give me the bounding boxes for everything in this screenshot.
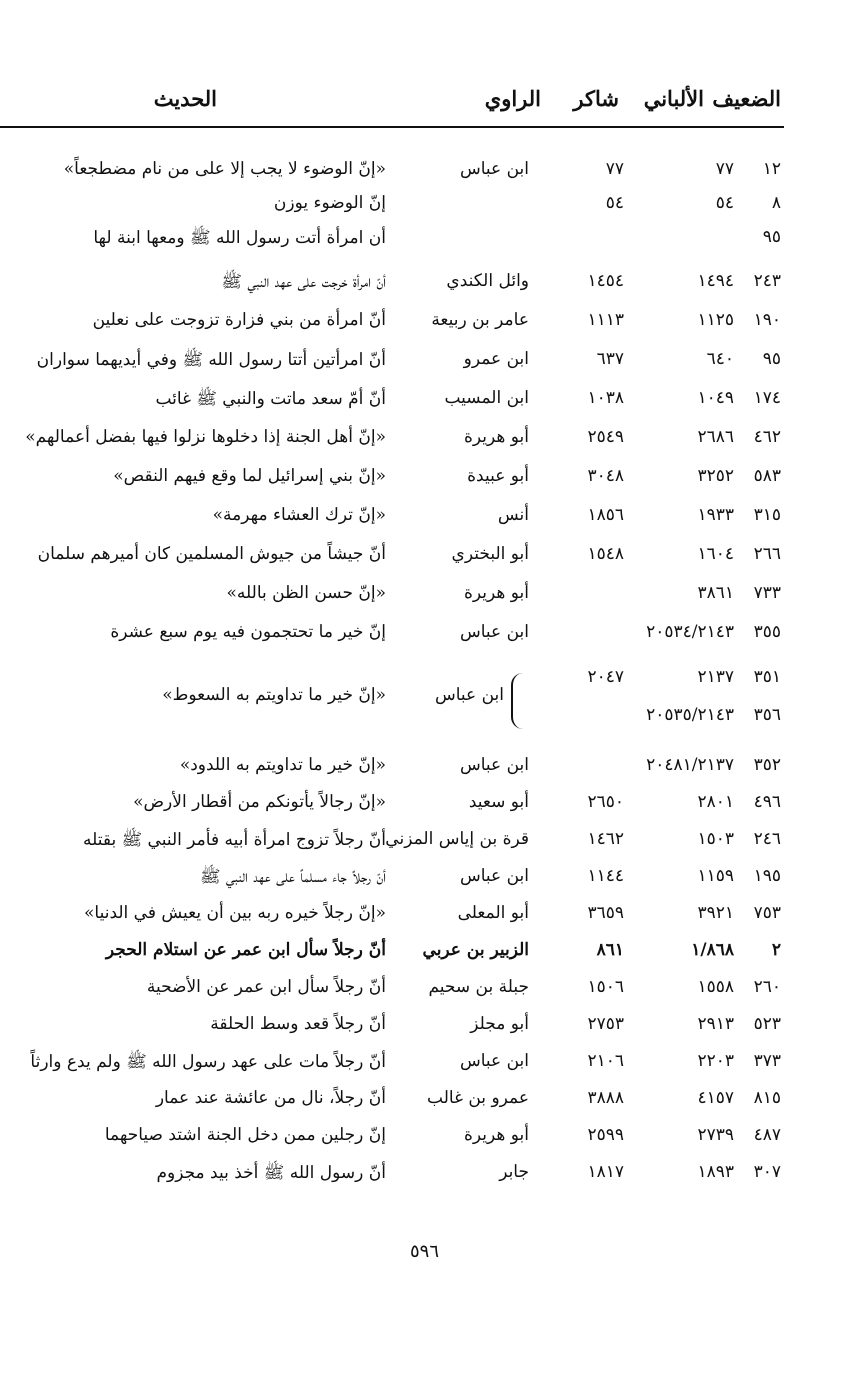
cell-daif: ٣٥٢ (753, 755, 781, 775)
cell-hadith: أنّ امرأة من بني فزارة تزوجت على نعلين (92, 310, 386, 330)
cell-daif: ٢٦٦ (753, 544, 781, 564)
cell-rawi: أبو عبيدة (467, 466, 529, 486)
cell-hadith: إنّ الوضوء يوزن (273, 193, 386, 213)
cell-shakir: ١٠٣٨ (587, 388, 624, 408)
table-row (0, 223, 849, 257)
cell-rawi: ابن عباس (459, 159, 529, 179)
cell-daif: ٥٢٣ (753, 1014, 781, 1034)
cell-rawi: جبلة بن سحيم (428, 977, 529, 997)
cell-hadith: أنّ رجلاً مات على عهد رسول الله ﷺ ولم يدع وارثاً (30, 1052, 386, 1072)
cell-daif: ٢٤٣ (753, 271, 781, 291)
cell-shakir: ٣٦٥٩ (587, 903, 624, 923)
cell-shakir: ٢٦٥٠ (587, 792, 624, 812)
table-row (0, 462, 849, 496)
cell-hadith: «إنّ الوضوء لا يجب إلا على من نام مضطجعاً» (63, 159, 386, 179)
cell-rawi: ابن عباس (459, 755, 529, 775)
cell-albani: ١٠٤٩ (697, 388, 734, 408)
table-row (0, 306, 849, 340)
cell-daif: ١٢ (762, 159, 781, 179)
cell-shakir: ٢٥٤٩ (587, 427, 624, 447)
cell-shakir: ١٨٥٦ (587, 505, 624, 525)
cell-daif: ٣٥١ (753, 667, 781, 687)
cell-albani: ٢٠٥٣٤/٢١٤٣ (646, 622, 734, 642)
cell-shakir: ١٥٠٦ (587, 977, 624, 997)
cell-rawi: عمرو بن غالب (427, 1088, 529, 1108)
cell-daif: ١٩٠ (753, 310, 781, 330)
table-row (0, 825, 849, 859)
cell-rawi: ابن عباس (459, 1051, 529, 1071)
table-row (0, 267, 849, 301)
cell-albani: ٢٨٠١ (697, 792, 734, 812)
cell-shakir: ٢٠٤٧ (587, 667, 624, 687)
table-row (0, 1158, 849, 1192)
table-row (0, 384, 849, 418)
cell-shakir: ١٥٤٨ (587, 544, 624, 564)
cell-albani: ١٥٠٣ (697, 829, 734, 849)
table-row (0, 540, 849, 574)
cell-hadith: «إنّ أهل الجنة إذا دخلوها نزلوا فيها بفضل أعمالهم» (25, 427, 386, 447)
cell-shakir: ٣٠٤٨ (587, 466, 624, 486)
header-daif: الضعيف (712, 86, 781, 111)
cell-albani: ١٨٩٣ (697, 1162, 734, 1182)
cell-rawi: أبو هريرة (463, 583, 529, 603)
cell-rawi: عامر بن ربيعة (431, 310, 529, 330)
header-albani: الألباني (643, 86, 704, 111)
cell-rawi: وائل الكندي (446, 271, 529, 291)
cell-rawi: ابن عباس (459, 866, 529, 886)
cell-hadith: أنّ رجلاً جاء مسلماً على عهد النبي ﷺ (199, 867, 386, 887)
cell-daif: ٢٤٦ (753, 829, 781, 849)
cell-shakir: ١٤٦٢ (587, 829, 624, 849)
cell-albani: ١٥٥٨ (697, 977, 734, 997)
table-row (0, 862, 849, 896)
cell-hadith: أنّ رجلاً سأل ابن عمر عن استلام الحجر (105, 940, 386, 960)
cell-hadith: أنّ جيشاً من جيوش المسلمين كان أميرهم سلمان (37, 544, 386, 564)
cell-daif: ٣٥٦ (753, 705, 781, 725)
table-row (0, 973, 849, 1007)
cell-hadith: أنّ أمّ سعد ماتت والنبي ﷺ غائب (155, 389, 386, 409)
cell-rawi: أبو هريرة (463, 427, 529, 447)
cell-rawi: أبو المعلى (457, 903, 529, 923)
cell-rawi: ابن عمرو (463, 349, 529, 369)
cell-daif: ٩٥ (762, 227, 781, 247)
cell-hadith: أنّ رسول الله ﷺ أخذ بيد مجزوم (156, 1163, 386, 1183)
cell-albani: ٢٢٠٣ (697, 1051, 734, 1071)
table-row (0, 751, 849, 785)
cell-rawi: أنس (497, 505, 529, 525)
cell-rawi: ابن عباس (434, 685, 504, 705)
cell-albani: ٦٤٠ (706, 349, 734, 369)
cell-daif: ٤٦٢ (753, 427, 781, 447)
cell-daif: ٩٥ (762, 349, 781, 369)
cell-hadith: «إنّ خير ما تداويتم به السعوط» (162, 685, 386, 705)
cell-rawi: أبو مجلز (470, 1014, 529, 1034)
cell-daif: ٣٧٣ (753, 1051, 781, 1071)
cell-shakir: ١١٤٤ (587, 866, 624, 886)
cell-daif: ٢٦٠ (753, 977, 781, 997)
cell-shakir: ٢٥٩٩ (587, 1125, 624, 1145)
cell-daif: ٢ (771, 940, 781, 960)
cell-hadith: «إنّ ترك العشاء مهرمة» (212, 505, 386, 525)
table-row (0, 618, 849, 652)
cell-daif: ٤٨٧ (753, 1125, 781, 1145)
cell-hadith: «إنّ بني إسرائيل لما وقع فيهم النقص» (113, 466, 386, 486)
cell-albani: ١/٨٦٨ (691, 940, 734, 960)
table-row (0, 501, 849, 535)
cell-hadith: أنّ رجلاً سأل ابن عمر عن الأضحية (146, 977, 386, 997)
cell-albani: ٧٧ (715, 159, 734, 179)
cell-hadith: «إنّ حسن الظن بالله» (226, 583, 386, 603)
cell-albani: ٥٤ (715, 193, 734, 213)
table-row (0, 1047, 849, 1081)
cell-hadith: أنّ رجلاً قعد وسط الحلقة (210, 1014, 386, 1034)
cell-albani: ٢٦٨٦ (697, 427, 734, 447)
cell-albani: ٢٩١٣ (697, 1014, 734, 1034)
cell-daif: ٧٥٣ (753, 903, 781, 923)
table-row (0, 1010, 849, 1044)
table-row (0, 579, 849, 613)
cell-albani: ١٦٠٤ (697, 544, 734, 564)
cell-albani: ٢٧٣٩ (697, 1125, 734, 1145)
grouped-row (0, 663, 849, 739)
cell-daif: ٨ (771, 193, 781, 213)
header-shakir: شاكر (573, 86, 619, 111)
cell-albani: ٢٠٤٨١/٢١٣٧ (646, 755, 734, 775)
cell-rawi: الزبير بن عربي (422, 940, 529, 960)
cell-shakir: ١١١٣ (587, 310, 624, 330)
cell-rawi: أبو البختري (451, 544, 529, 564)
table-row (0, 788, 849, 822)
cell-daif: ٨١٥ (753, 1088, 781, 1108)
cell-hadith: أنّ رجلاً، نال من عائشة عند عمار (155, 1088, 386, 1108)
cell-shakir: ٢١٠٦ (587, 1051, 624, 1071)
table-row (0, 1084, 849, 1118)
header-hadith: الحديث (153, 86, 217, 111)
cell-hadith: أن امرأة أتت رسول الله ﷺ ومعها ابنة لها (93, 228, 386, 248)
cell-rawi: أبو سعيد (468, 792, 529, 812)
cell-rawi: ابن المسيب (444, 388, 529, 408)
cell-shakir: ١٤٥٤ (587, 271, 624, 291)
cell-shakir: ٣٨٨٨ (587, 1088, 624, 1108)
cell-hadith: أنّ رجلاً تزوج امرأة أبيه فأمر النبي ﷺ بقتله (83, 830, 386, 850)
cell-albani: ٣٢٥٢ (697, 466, 734, 486)
cell-albani: ٢٠٥٣٥/٢١٤٣ (646, 705, 734, 725)
cell-hadith: إنّ رجلين ممن دخل الجنة اشتد صياحهما (104, 1125, 386, 1145)
table-row (0, 423, 849, 457)
cell-daif: ٧٣٣ (753, 583, 781, 603)
cell-rawi: ابن عباس (459, 622, 529, 642)
cell-shakir: ١٨١٧ (587, 1162, 624, 1182)
cell-daif: ٤٩٦ (753, 792, 781, 812)
cell-albani: ١١٢٥ (697, 310, 734, 330)
cell-hadith: «إنّ خير ما تداويتم به اللدود» (179, 755, 386, 775)
cell-daif: ٣٥٥ (753, 622, 781, 642)
cell-daif: ١٧٤ (753, 388, 781, 408)
cell-shakir: ٢٧٥٣ (587, 1014, 624, 1034)
header-rawi: الراوي (484, 86, 541, 111)
table-row (0, 1121, 849, 1155)
cell-albani: ٣٨٦١ (697, 583, 734, 603)
table-row (0, 189, 849, 223)
cell-daif: ١٩٥ (753, 866, 781, 886)
table-row (0, 345, 849, 379)
header-rule (0, 126, 784, 128)
page-number: ٥٩٦ (409, 1241, 439, 1262)
cell-albani: ١١٥٩ (697, 866, 734, 886)
cell-daif: ٣١٥ (753, 505, 781, 525)
cell-daif: ٣٠٧ (753, 1162, 781, 1182)
cell-hadith: أنّ امرأة خرجت على عهد النبي ﷺ (221, 272, 386, 292)
cell-albani: ٣٩٢١ (697, 903, 734, 923)
cell-hadith: إنّ خير ما تحتجمون فيه يوم سبع عشرة (110, 622, 386, 642)
table-header (0, 86, 849, 122)
cell-daif: ٥٨٣ (753, 466, 781, 486)
table-row (0, 155, 849, 189)
group-line (0, 701, 849, 735)
cell-rawi: أبو هريرة (463, 1125, 529, 1145)
cell-albani: ٤١٥٧ (697, 1088, 734, 1108)
cell-hadith: أنّ امرأتين أتتا رسول الله ﷺ وفي أيديهما سواران (36, 350, 386, 370)
cell-shakir: ٥٤ (605, 193, 624, 213)
curly-brace (511, 673, 523, 729)
cell-shakir: ٨٦١ (596, 940, 624, 960)
cell-albani: ٢١٣٧ (697, 667, 734, 687)
cell-shakir: ٧٧ (605, 159, 624, 179)
cell-rawi: قرة بن إياس المزني (385, 829, 529, 849)
cell-albani: ١٩٣٣ (697, 505, 734, 525)
cell-rawi: جابر (499, 1162, 529, 1182)
cell-hadith: «إنّ رجالاً يأتونكم من أقطار الأرض» (133, 792, 386, 812)
cell-albani: ١٤٩٤ (697, 271, 734, 291)
cell-hadith: «إنّ رجلاً خيره ربه بين أن يعيش في الدنيا» (84, 903, 386, 923)
table-row (0, 936, 849, 970)
cell-shakir: ٦٣٧ (596, 349, 624, 369)
table-row (0, 899, 849, 933)
